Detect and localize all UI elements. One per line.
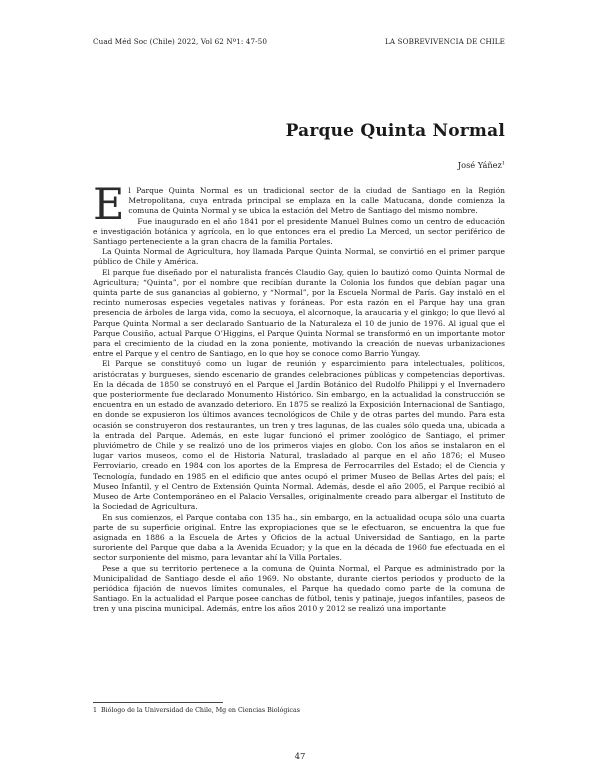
- drop-cap: E: [93, 180, 125, 230]
- article-body: [93, 180, 505, 615]
- journal-citation: Cuad Méd Soc (Chile) 2022, Vol 62 Nº1: 47-50: [93, 37, 268, 46]
- paragraph-7: Pese a que su territorio pertenece a la comuna de Quinta Normal, el Parque es administrado por la Municipalidad de Santiago desde el año 1969. No obstante, durante ciertos periodos y producto de la periódica fijación de nuevos límites comunales, el Parque ha quedado como parte de la comuna de Santiago. En la actualidad el Parque posee canchas de fútbol, tenis y patinaje, juegos infantiles, paseos de tren y una piscina municipal. Además, entre los años 2010 y 2012 se realizó una importante: [93, 563, 505, 614]
- paragraph-4: El parque fue diseñado por el naturalista francés Claudio Gay, quien lo bautizó como Quinta Normal de Agricultura; “Quinta”, por el nombre que recibían durante la Colonia los fundos que debían pagar una quinta parte de sus ganancias al gobierno, y “Normal”, por la Escuela Normal de París. Gay instaló en el recinto numerosas especies vegetales nativas y foráneas. Por esta razón en el Parque hay una gran presencia de árboles de larga vida, como la secuoya, el alcornoque, la araucaria y el ginkgo; lo que llevó al Parque Quinta Normal a ser declarado Santuario de la Naturaleza el 10 de junio de 1976. Al igual que el Parque Cousiño, actual Parque O’Higgins, el Parque Quinta Normal se transformó en un importante motor para el crecimiento de la ciudad en la zona poniente, motivando la creación de nuevas urbanizaciones entre el Parque y el centro de Santiago, en lo que hoy se conoce como Barrio Yungay.: [93, 267, 505, 359]
- page-number: 47: [294, 752, 306, 762]
- section-title: LA SOBREVIVENCIA DE CHILE: [385, 37, 505, 46]
- running-head: [93, 37, 505, 46]
- paragraph-1-text: l Parque Quinta Normal es un tradicional sector de la ciudad de Santiago en la Región Metropolitana, cuya entrada principal se emplaza en la calle Matucana, donde comienza la comuna de Quinta Normal y se ubica la estación del Metro de Santiago del mismo nombre.: [128, 186, 505, 216]
- footnote-number: 1: [93, 707, 98, 714]
- author-name: José Yáñez: [457, 160, 502, 170]
- footnote: [93, 707, 505, 714]
- footnote-text: Biólogo de la Universidad de Chile, Mg en Ciencias Biológicas: [101, 707, 300, 714]
- paragraph-3: La Quinta Normal de Agricultura, hoy llamada Parque Quinta Normal, se convirtió en el primer parque público de Chile y América.: [93, 247, 505, 267]
- article-title: Parque Quinta Normal: [285, 121, 505, 141]
- paragraph-1: [93, 180, 505, 230]
- paragraph-5: El Parque se constituyó como un lugar de reunión y esparcimiento para intelectuales, políticos, aristócratas y burgueses, siendo escenario de grandes celebraciones públicas y competencias deportivas. En la década de 1850 se construyó en el Parque el Jardín Botánico del Rudolfo Philippi y el Invernadero que posteriormente fue declarado Monumento Histórico. Sin embargo, en la actualidad la construcción se encuentra en un estado de avanzado deterioro. En 1875 se realizó la Exposición Internacional de Santiago, en donde se expusieron los últimos avances tecnológicos de Chile y de otras partes del mundo. Para esta ocasión se construyeron dos restaurantes, un tren y tres lagunas, de las cuales sólo queda una, ubicada a la entrada del Parque. Además, en este lugar funcionó el primer zoológico de Santiago, el primer pluviómetro de Chile y se realizó uno de los primeros viajes en globo. Con los años se instalaron en el lugar varios museos, como el de Historia Natural, trasladado al parque en el año 1876; el Museo Ferroviario, creado en 1984 con los aportes de la Empresa de Ferrocarriles del Estado; el de Ciencia y Tecnología, fundado en 1985 en el edificio que antes ocupó el primer Museo de Bellas Artes del país; el Museo Infantil, y el Centro de Extensión Quinta Normal. Además, desde el año 2005, el Parque recibió al Museo de Arte Contemporáneo en el Palacio Versalles, originalmente creado para albergar el Instituto de la Sociedad de Agricultura.: [93, 359, 505, 512]
- footnote-divider: [93, 702, 223, 703]
- author-line: [458, 160, 505, 170]
- paragraph-2: Fue inaugurado en el año 1841 por el presidente Manuel Bulnes como un centro de educación e investigación botánica y agrícola, en lo que entonces era el predio La Merced, un sector periférico de Santiago perteneciente a la gran chacra de la familia Portales.: [93, 216, 505, 247]
- paragraph-6: En sus comienzos, el Parque contaba con 135 ha., sin embargo, en la actualidad ocupa sólo una cuarta parte de su superficie original. Entre las expropiaciones que se le efectuaron, se encuentra la que fue asignada en 1886 a la Escuela de Artes y Oficios de la actual Universidad de Santiago, en la parte suroriente del Parque que daba a la Avenida Ecuador; y la que en la década de 1960 fue efectuada en el sector surponiente del mismo, para levantar ahí la Villa Portales.: [93, 512, 505, 563]
- author-note-mark: 1: [501, 160, 505, 167]
